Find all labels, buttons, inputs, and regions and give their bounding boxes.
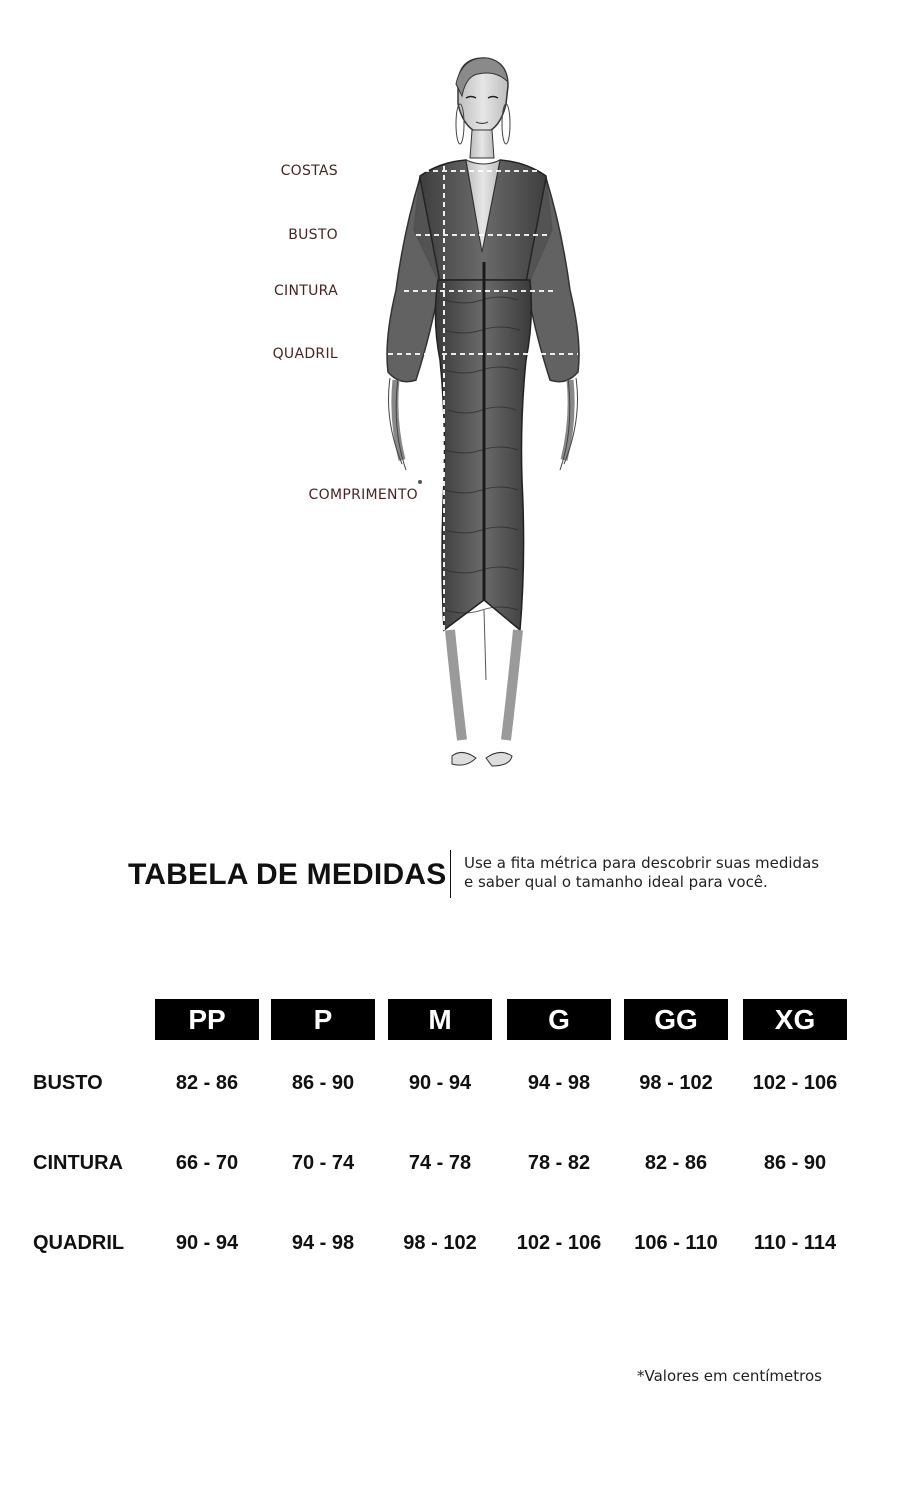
row-label-cintura: CINTURA [33, 1152, 123, 1174]
table-cell: 110 - 114 [753, 1232, 837, 1254]
size-header-gg: GG [624, 999, 728, 1040]
row-label-quadril: QUADRIL [33, 1232, 125, 1254]
size-header-g: G [507, 999, 611, 1040]
table-cell: 82 - 86 [644, 1152, 708, 1174]
table-cell: 98 - 102 [403, 1232, 477, 1254]
label-busto: BUSTO [288, 227, 338, 243]
table-cell: 78 - 82 [527, 1152, 591, 1174]
page-title: TABELA DE MEDIDAS [128, 858, 447, 891]
table-cell: 106 - 110 [634, 1232, 718, 1254]
size-chart-header [0, 846, 900, 906]
table-cell: 94 - 98 [527, 1072, 591, 1094]
table-cell: 98 - 102 [639, 1072, 713, 1094]
table-cell: 70 - 74 [291, 1152, 355, 1174]
table-cell: 94 - 98 [291, 1232, 355, 1254]
subtitle-line-2: e saber qual o tamanho ideal para você. [464, 873, 768, 891]
label-cintura: CINTURA [273, 283, 338, 299]
table-cell: 86 - 90 [763, 1152, 827, 1174]
table-cell: 74 - 78 [408, 1152, 472, 1174]
title-divider [450, 850, 451, 898]
subtitle [464, 854, 819, 892]
table-cell: 90 - 94 [175, 1232, 239, 1254]
table-cell: 82 - 86 [175, 1072, 239, 1094]
size-header-xg: XG [743, 999, 847, 1040]
label-quadril: QUADRIL [272, 346, 338, 362]
row-label-busto: BUSTO [33, 1072, 103, 1094]
table-cell: 102 - 106 [516, 1232, 602, 1254]
subtitle-line-1: Use a fita métrica para descobrir suas medidas [464, 854, 820, 872]
table-cell: 86 - 90 [291, 1072, 355, 1094]
table-cell: 102 - 106 [752, 1072, 838, 1094]
table-cell: 90 - 94 [408, 1072, 472, 1094]
size-header-pp: PP [155, 999, 259, 1040]
label-costas: COSTAS [280, 163, 338, 179]
table-cell: 66 - 70 [175, 1152, 239, 1174]
size-header-p: P [271, 999, 375, 1040]
size-header-m: M [388, 999, 492, 1040]
label-comprimento: COMPRIMENTO [308, 487, 418, 503]
footnote: *Valores em centímetros [637, 1367, 822, 1385]
